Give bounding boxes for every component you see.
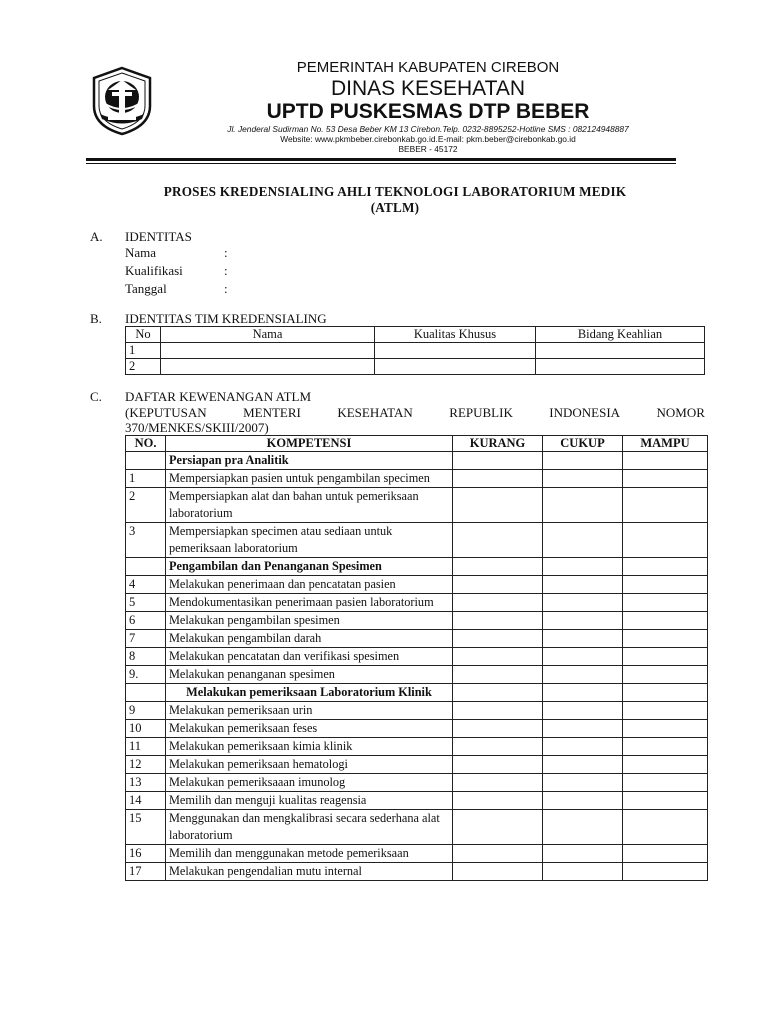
competency-description: Melakukan pemeriksaan urin: [166, 702, 453, 720]
rating-cukup-cell[interactable]: [543, 845, 623, 863]
rating-mampu-cell[interactable]: [623, 810, 708, 845]
rating-mampu-cell[interactable]: [623, 720, 708, 738]
column-header-kompetensi: KOMPETENSI: [166, 436, 453, 452]
rating-kurang-cell[interactable]: [453, 612, 543, 630]
table-row: [126, 343, 705, 359]
rating-mampu-cell[interactable]: [623, 845, 708, 863]
table-row: [126, 666, 708, 684]
competency-description: Menggunakan dan mengkalibrasi secara sederhana alat laboratorium: [166, 810, 453, 845]
rating-kurang-cell[interactable]: [453, 810, 543, 845]
rating-cukup-cell[interactable]: [543, 792, 623, 810]
row-number: 15: [126, 810, 166, 845]
table-row: [126, 470, 708, 488]
table-row: [126, 845, 708, 863]
special-quality-cell[interactable]: [375, 359, 536, 375]
rating-mampu-cell[interactable]: [623, 702, 708, 720]
table-row: [126, 774, 708, 792]
column-header-no: NO.: [126, 436, 166, 452]
row-number: 7: [126, 630, 166, 648]
website-line: Website: www.pkmbeber.cirebonkab.go.id.E-mail: pkm.beber@cirebonkab.go.id: [280, 134, 576, 144]
competency-description: Mempersiapkan specimen atau sediaan untuk pemeriksaan laboratorium: [166, 523, 453, 558]
rating-kurang-cell[interactable]: [453, 594, 543, 612]
row-number: 14: [126, 792, 166, 810]
competency-description: Melakukan pemeriksaan Laboratorium Klinik: [166, 684, 453, 702]
row-number: 9.: [126, 666, 166, 684]
postal-line: BEBER - 45172: [398, 144, 458, 154]
agency-name: DINAS KESEHATAN: [330, 77, 526, 100]
letterhead-divider-thick: [86, 158, 676, 161]
rating-kurang-cell[interactable]: [453, 702, 543, 720]
row-number: 8: [126, 648, 166, 666]
table-row: [126, 756, 708, 774]
decree-word: MENTERI: [243, 405, 301, 420]
rating-cukup-cell[interactable]: [543, 612, 623, 630]
competency-description: Melakukan pemeriksaan hematologi: [166, 756, 453, 774]
table-subheader-row: [126, 558, 708, 576]
table-header-row: [126, 436, 708, 452]
column-header-kualitas-khusus: Kualitas Khusus: [375, 327, 536, 343]
table-row: [126, 648, 708, 666]
row-number: 6: [126, 612, 166, 630]
special-quality-cell[interactable]: [375, 343, 536, 359]
rating-kurang-cell[interactable]: [453, 470, 543, 488]
rating-cukup-cell[interactable]: [543, 452, 623, 470]
row-number: 17: [126, 863, 166, 881]
rating-kurang-cell[interactable]: [453, 576, 543, 594]
credentialing-team-table: [125, 326, 705, 375]
row-number: 10: [126, 720, 166, 738]
rating-mampu-cell[interactable]: [623, 792, 708, 810]
field-label-nama: Nama: [125, 245, 157, 260]
decree-word: REPUBLIK: [449, 405, 513, 420]
rating-kurang-cell[interactable]: [453, 684, 543, 702]
rating-cukup-cell[interactable]: [543, 720, 623, 738]
section-a-heading: IDENTITAS: [125, 229, 192, 244]
competency-description: Melakukan pengambilan spesimen: [166, 612, 453, 630]
competency-description: Persiapan pra Analitik: [166, 452, 453, 470]
rating-kurang-cell[interactable]: [453, 488, 543, 523]
competency-description: Memilih dan menguji kualitas reagensia: [166, 792, 453, 810]
row-number: 5: [126, 594, 166, 612]
rating-cukup-cell[interactable]: [543, 756, 623, 774]
table-row: [126, 594, 708, 612]
rating-mampu-cell[interactable]: [623, 452, 708, 470]
column-header-nama: Nama: [161, 327, 375, 343]
rating-kurang-cell[interactable]: [453, 523, 543, 558]
decree-reference-line-1: [125, 405, 705, 420]
title-line-1: PROSES KREDENSIALING AHLI TEKNOLOGI LABORATORIUM MEDIK: [163, 184, 627, 199]
team-name-cell[interactable]: [161, 343, 375, 359]
section-a-letter: A.: [90, 229, 103, 244]
rating-cukup-cell[interactable]: [543, 810, 623, 845]
competency-description: Melakukan pengambilan darah: [166, 630, 453, 648]
rating-mampu-cell[interactable]: [623, 488, 708, 523]
column-header-bidang-keahlian: Bidang Keahlian: [536, 327, 705, 343]
rating-kurang-cell[interactable]: [453, 630, 543, 648]
rating-cukup-cell[interactable]: [543, 558, 623, 576]
document-title: [100, 184, 690, 216]
rating-kurang-cell[interactable]: [453, 863, 543, 881]
rating-cukup-cell[interactable]: [543, 488, 623, 523]
table-row: [126, 792, 708, 810]
expertise-cell[interactable]: [536, 343, 705, 359]
rating-kurang-cell[interactable]: [453, 738, 543, 756]
institution-name: UPTD PUSKESMAS DTP BEBER: [266, 100, 590, 123]
rating-kurang-cell[interactable]: [453, 452, 543, 470]
rating-cukup-cell[interactable]: [543, 470, 623, 488]
field-label-kualifikasi: Kualifikasi: [125, 263, 183, 278]
column-header-no: No: [126, 327, 161, 343]
table-subheader-row: [126, 684, 708, 702]
table-row: [126, 702, 708, 720]
section-b-letter: B.: [90, 311, 102, 326]
decree-reference-line-2: 370/MENKES/SKIII/2007): [125, 420, 269, 435]
table-row: [126, 630, 708, 648]
rating-mampu-cell[interactable]: [623, 666, 708, 684]
row-number: 2: [126, 488, 166, 523]
table-row: [126, 863, 708, 881]
cirebon-regency-emblem-icon: [88, 66, 156, 136]
decree-reference: [125, 405, 705, 435]
rating-kurang-cell[interactable]: [453, 648, 543, 666]
table-row: [126, 810, 708, 845]
field-label-tanggal: Tanggal: [125, 281, 167, 296]
column-header-kurang: KURANG: [453, 436, 543, 452]
competency-description: Melakukan pemeriksaan kimia klinik: [166, 738, 453, 756]
decree-word: NOMOR: [656, 405, 705, 420]
row-number: 3: [126, 523, 166, 558]
row-number: 1: [126, 343, 161, 359]
decree-word: (KEPUTUSAN: [125, 405, 207, 420]
row-number: [126, 684, 166, 702]
rating-mampu-cell[interactable]: [623, 612, 708, 630]
competency-description: Melakukan penerimaan dan pencatatan pasien: [166, 576, 453, 594]
rating-kurang-cell[interactable]: [453, 774, 543, 792]
rating-mampu-cell[interactable]: [623, 863, 708, 881]
table-row: [126, 576, 708, 594]
row-number: 1: [126, 470, 166, 488]
rating-cukup-cell[interactable]: [543, 684, 623, 702]
table-row: [126, 488, 708, 523]
competency-description: Melakukan pencatatan dan verifikasi spesimen: [166, 648, 453, 666]
rating-mampu-cell[interactable]: [623, 738, 708, 756]
section-c-letter: C.: [90, 389, 102, 404]
competency-description: Melakukan pengendalian mutu internal: [166, 863, 453, 881]
table-row: [126, 359, 705, 375]
government-name: PEMERINTAH KABUPATEN CIREBON: [296, 59, 560, 76]
rating-mampu-cell[interactable]: [623, 470, 708, 488]
table-row: [126, 612, 708, 630]
row-number: [126, 452, 166, 470]
row-number: 12: [126, 756, 166, 774]
rating-mampu-cell[interactable]: [623, 630, 708, 648]
competency-description: Mendokumentasikan penerimaan pasien laboratorium: [166, 594, 453, 612]
table-row: [126, 738, 708, 756]
rating-mampu-cell[interactable]: [623, 756, 708, 774]
decree-word: KESEHATAN: [337, 405, 413, 420]
rating-cukup-cell[interactable]: [543, 648, 623, 666]
rating-mampu-cell[interactable]: [623, 523, 708, 558]
field-colon: :: [224, 245, 228, 260]
row-number: 2: [126, 359, 161, 375]
rating-cukup-cell[interactable]: [543, 594, 623, 612]
rating-kurang-cell[interactable]: [453, 666, 543, 684]
section-c-heading: DAFTAR KEWENANGAN ATLM: [125, 389, 312, 404]
competency-description: Mempersiapkan alat dan bahan untuk pemeriksaan laboratorium: [166, 488, 453, 523]
competency-description: Memilih dan menggunakan metode pemeriksaan: [166, 845, 453, 863]
row-number: [126, 558, 166, 576]
column-header-cukup: CUKUP: [543, 436, 623, 452]
rating-cukup-cell[interactable]: [543, 630, 623, 648]
competency-description: Melakukan pemeriksaan feses: [166, 720, 453, 738]
table-row: [126, 523, 708, 558]
rating-cukup-cell[interactable]: [543, 523, 623, 558]
team-name-cell[interactable]: [161, 359, 375, 375]
rating-mampu-cell[interactable]: [623, 684, 708, 702]
table-row: [126, 720, 708, 738]
row-number: 4: [126, 576, 166, 594]
address-line: Jl. Jenderal Sudirman No. 53 Desa Beber KM 13 Cirebon.Telp. 0232-8895252-Hotline SMS : 082124948887: [227, 124, 629, 134]
competency-description: Mempersiapkan pasien untuk pengambilan specimen: [166, 470, 453, 488]
rating-cukup-cell[interactable]: [543, 576, 623, 594]
section-b-heading: IDENTITAS TIM KREDENSIALING: [125, 311, 327, 326]
row-number: 16: [126, 845, 166, 863]
competency-table: [125, 435, 708, 881]
rating-kurang-cell[interactable]: [453, 720, 543, 738]
expertise-cell[interactable]: [536, 359, 705, 375]
competency-description: Melakukan penanganan spesimen: [166, 666, 453, 684]
rating-mampu-cell[interactable]: [623, 648, 708, 666]
title-line-2: (ATLM): [370, 200, 420, 215]
rating-kurang-cell[interactable]: [453, 845, 543, 863]
letterhead: [168, 58, 688, 154]
field-colon: :: [224, 281, 228, 296]
row-number: 11: [126, 738, 166, 756]
rating-mampu-cell[interactable]: [623, 774, 708, 792]
competency-description: Pengambilan dan Penanganan Spesimen: [166, 558, 453, 576]
rating-kurang-cell[interactable]: [453, 756, 543, 774]
column-header-mampu: MAMPU: [623, 436, 708, 452]
rating-cukup-cell[interactable]: [543, 702, 623, 720]
table-subheader-row: [126, 452, 708, 470]
rating-mampu-cell[interactable]: [623, 558, 708, 576]
rating-cukup-cell[interactable]: [543, 738, 623, 756]
table-header-row: [126, 327, 705, 343]
field-colon: :: [224, 263, 228, 278]
rating-cukup-cell[interactable]: [543, 666, 623, 684]
rating-cukup-cell[interactable]: [543, 863, 623, 881]
row-number: 9: [126, 702, 166, 720]
rating-mampu-cell[interactable]: [623, 576, 708, 594]
row-number: 13: [126, 774, 166, 792]
competency-description: Melakukan pemeriksaaan imunolog: [166, 774, 453, 792]
letterhead-divider-thin: [86, 163, 676, 164]
decree-word: INDONESIA: [549, 405, 621, 420]
rating-mampu-cell[interactable]: [623, 594, 708, 612]
rating-kurang-cell[interactable]: [453, 792, 543, 810]
rating-kurang-cell[interactable]: [453, 558, 543, 576]
rating-cukup-cell[interactable]: [543, 774, 623, 792]
